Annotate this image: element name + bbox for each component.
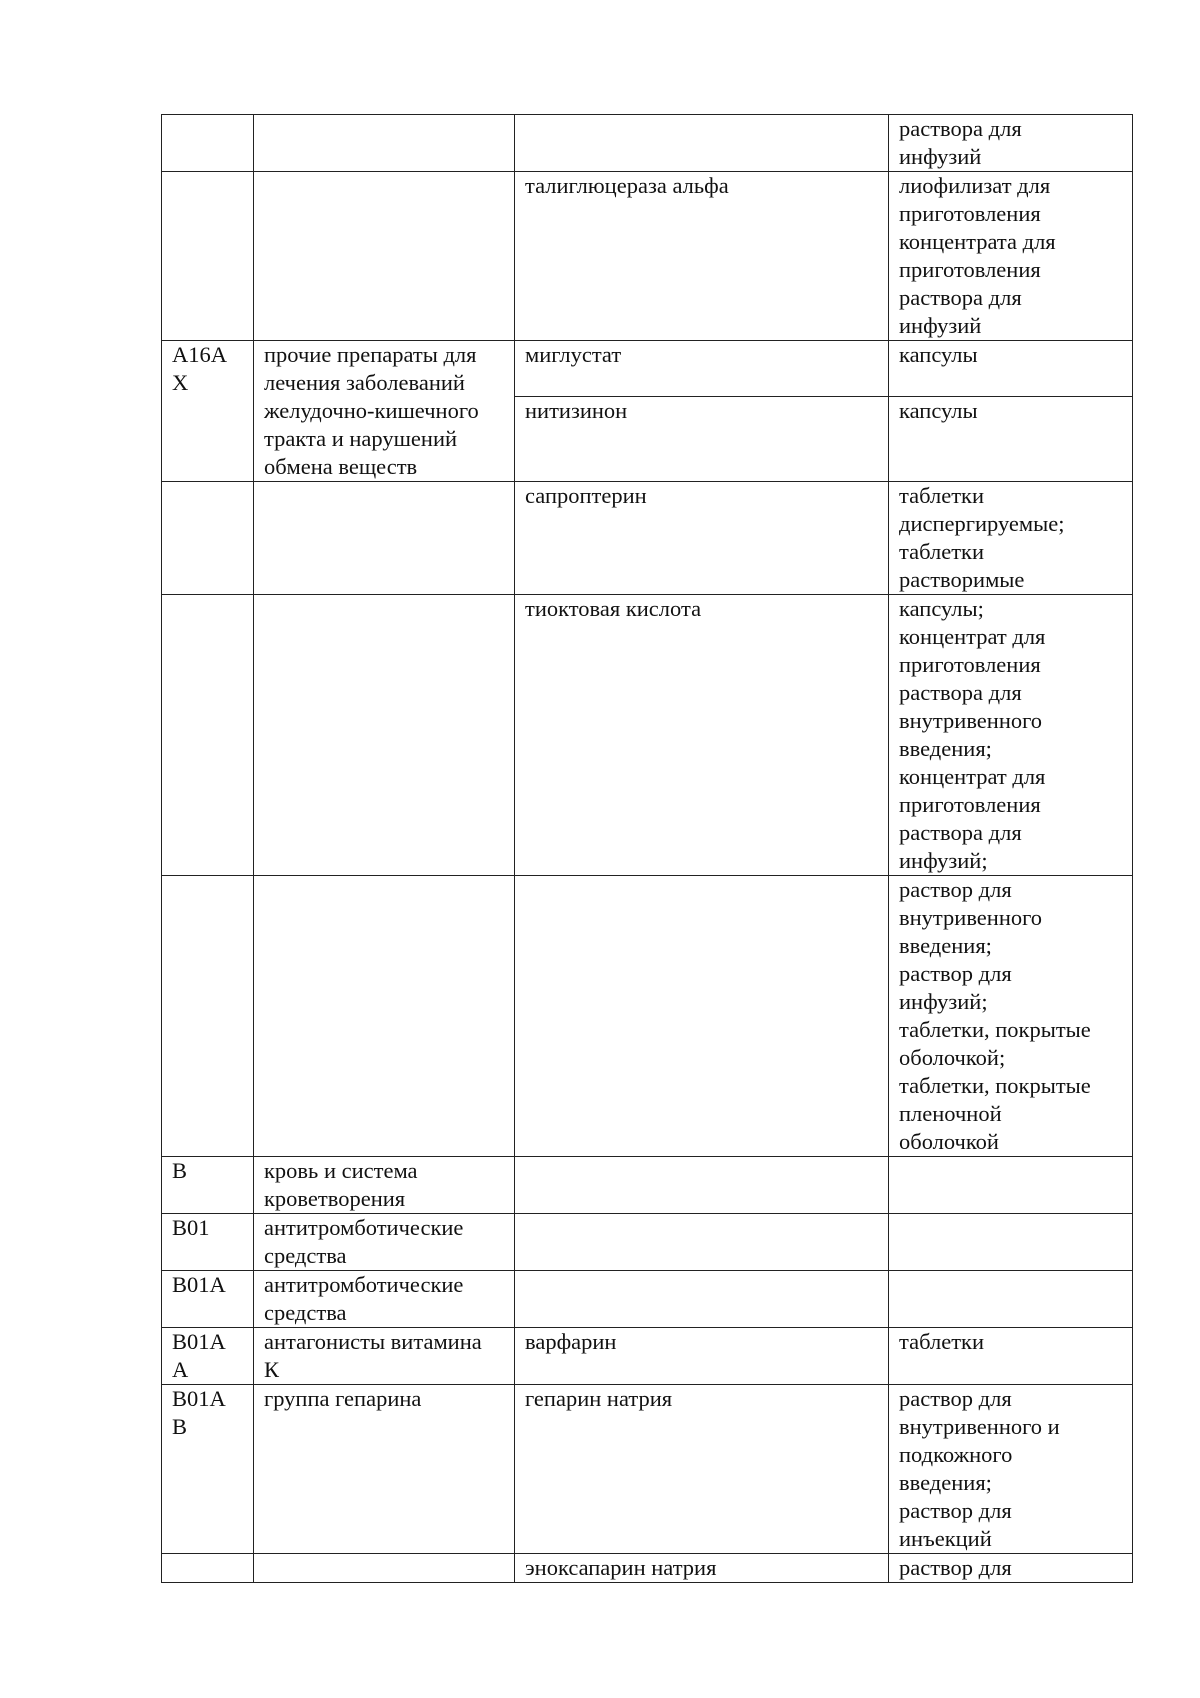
table-row — [162, 1157, 1133, 1214]
dosage-form-cell: таблетки диспергируемые; таблетки растворимые — [889, 482, 1133, 595]
table-row — [162, 1328, 1133, 1385]
atc-code-cell: B01A B — [162, 1385, 254, 1554]
drug-name-cell — [515, 115, 889, 172]
group-cell — [254, 1554, 515, 1583]
table-row — [162, 172, 1133, 341]
dosage-form-cell: раствор для внутривенного и подкожного введения; раствор для инъекций — [889, 1385, 1133, 1554]
group-cell: группа гепарина — [254, 1385, 515, 1554]
group-cell — [254, 876, 515, 1157]
dosage-form-cell: капсулы — [889, 341, 1133, 397]
atc-code-cell — [162, 876, 254, 1157]
drug-name-cell — [515, 876, 889, 1157]
group-cell — [254, 482, 515, 595]
atc-code-cell: B01A — [162, 1271, 254, 1328]
drug-name-cell — [515, 1271, 889, 1328]
group-cell: антитромботические средства — [254, 1214, 515, 1271]
drug-name-cell: эноксапарин натрия — [515, 1554, 889, 1583]
atc-code-cell: B01 — [162, 1214, 254, 1271]
dosage-form-cell — [889, 1271, 1133, 1328]
table-row — [162, 1214, 1133, 1271]
drug-name-cell: сапроптерин — [515, 482, 889, 595]
table-row — [162, 115, 1133, 172]
dosage-form-cell — [889, 1157, 1133, 1214]
drug-name-cell: варфарин — [515, 1328, 889, 1385]
dosage-form-cell: таблетки — [889, 1328, 1133, 1385]
table-row — [162, 595, 1133, 876]
atc-code-cell: A16A X — [162, 341, 254, 482]
drug-name-cell — [515, 1214, 889, 1271]
drug-name-cell: тиоктовая кислота — [515, 595, 889, 876]
atc-code-cell — [162, 595, 254, 876]
table-row — [162, 341, 1133, 397]
table-row — [162, 1271, 1133, 1328]
dosage-form-cell: капсулы; концентрат для приготовления раствора для внутривенного введения; концентрат для приготовления раствора для инфузий; — [889, 595, 1133, 876]
atc-code-cell — [162, 115, 254, 172]
drug-name-cell: гепарин натрия — [515, 1385, 889, 1554]
dosage-form-cell: раствора для инфузий — [889, 115, 1133, 172]
group-cell: кровь и система кроветворения — [254, 1157, 515, 1214]
drug-name-cell — [515, 1157, 889, 1214]
drug-name-cell: миглустат — [515, 341, 889, 397]
dosage-form-cell: раствор для — [889, 1554, 1133, 1583]
table-row — [162, 1385, 1133, 1554]
group-cell — [254, 172, 515, 341]
atc-code-cell — [162, 1554, 254, 1583]
dosage-form-cell: лиофилизат для приготовления концентрата для приготовления раствора для инфузий — [889, 172, 1133, 341]
table-row — [162, 876, 1133, 1157]
atc-code-cell: B — [162, 1157, 254, 1214]
atc-code-cell — [162, 172, 254, 341]
group-cell: антитромботические средства — [254, 1271, 515, 1328]
medication-table — [161, 114, 1133, 1583]
table-row — [162, 1554, 1133, 1583]
group-cell: прочие препараты для лечения заболеваний желудочно-кишечного тракта и нарушений обмена веществ — [254, 341, 515, 482]
atc-code-cell — [162, 482, 254, 595]
drug-name-cell: нитизинон — [515, 397, 889, 482]
group-cell: антагонисты витамина К — [254, 1328, 515, 1385]
dosage-form-cell: раствор для внутривенного введения; раствор для инфузий; таблетки, покрытые оболочкой; таблетки, покрытые пленочной оболочкой — [889, 876, 1133, 1157]
group-cell — [254, 595, 515, 876]
drug-name-cell: талиглюцераза альфа — [515, 172, 889, 341]
dosage-form-cell — [889, 1214, 1133, 1271]
table-row — [162, 482, 1133, 595]
atc-code-cell: B01A A — [162, 1328, 254, 1385]
group-cell — [254, 115, 515, 172]
dosage-form-cell: капсулы — [889, 397, 1133, 482]
